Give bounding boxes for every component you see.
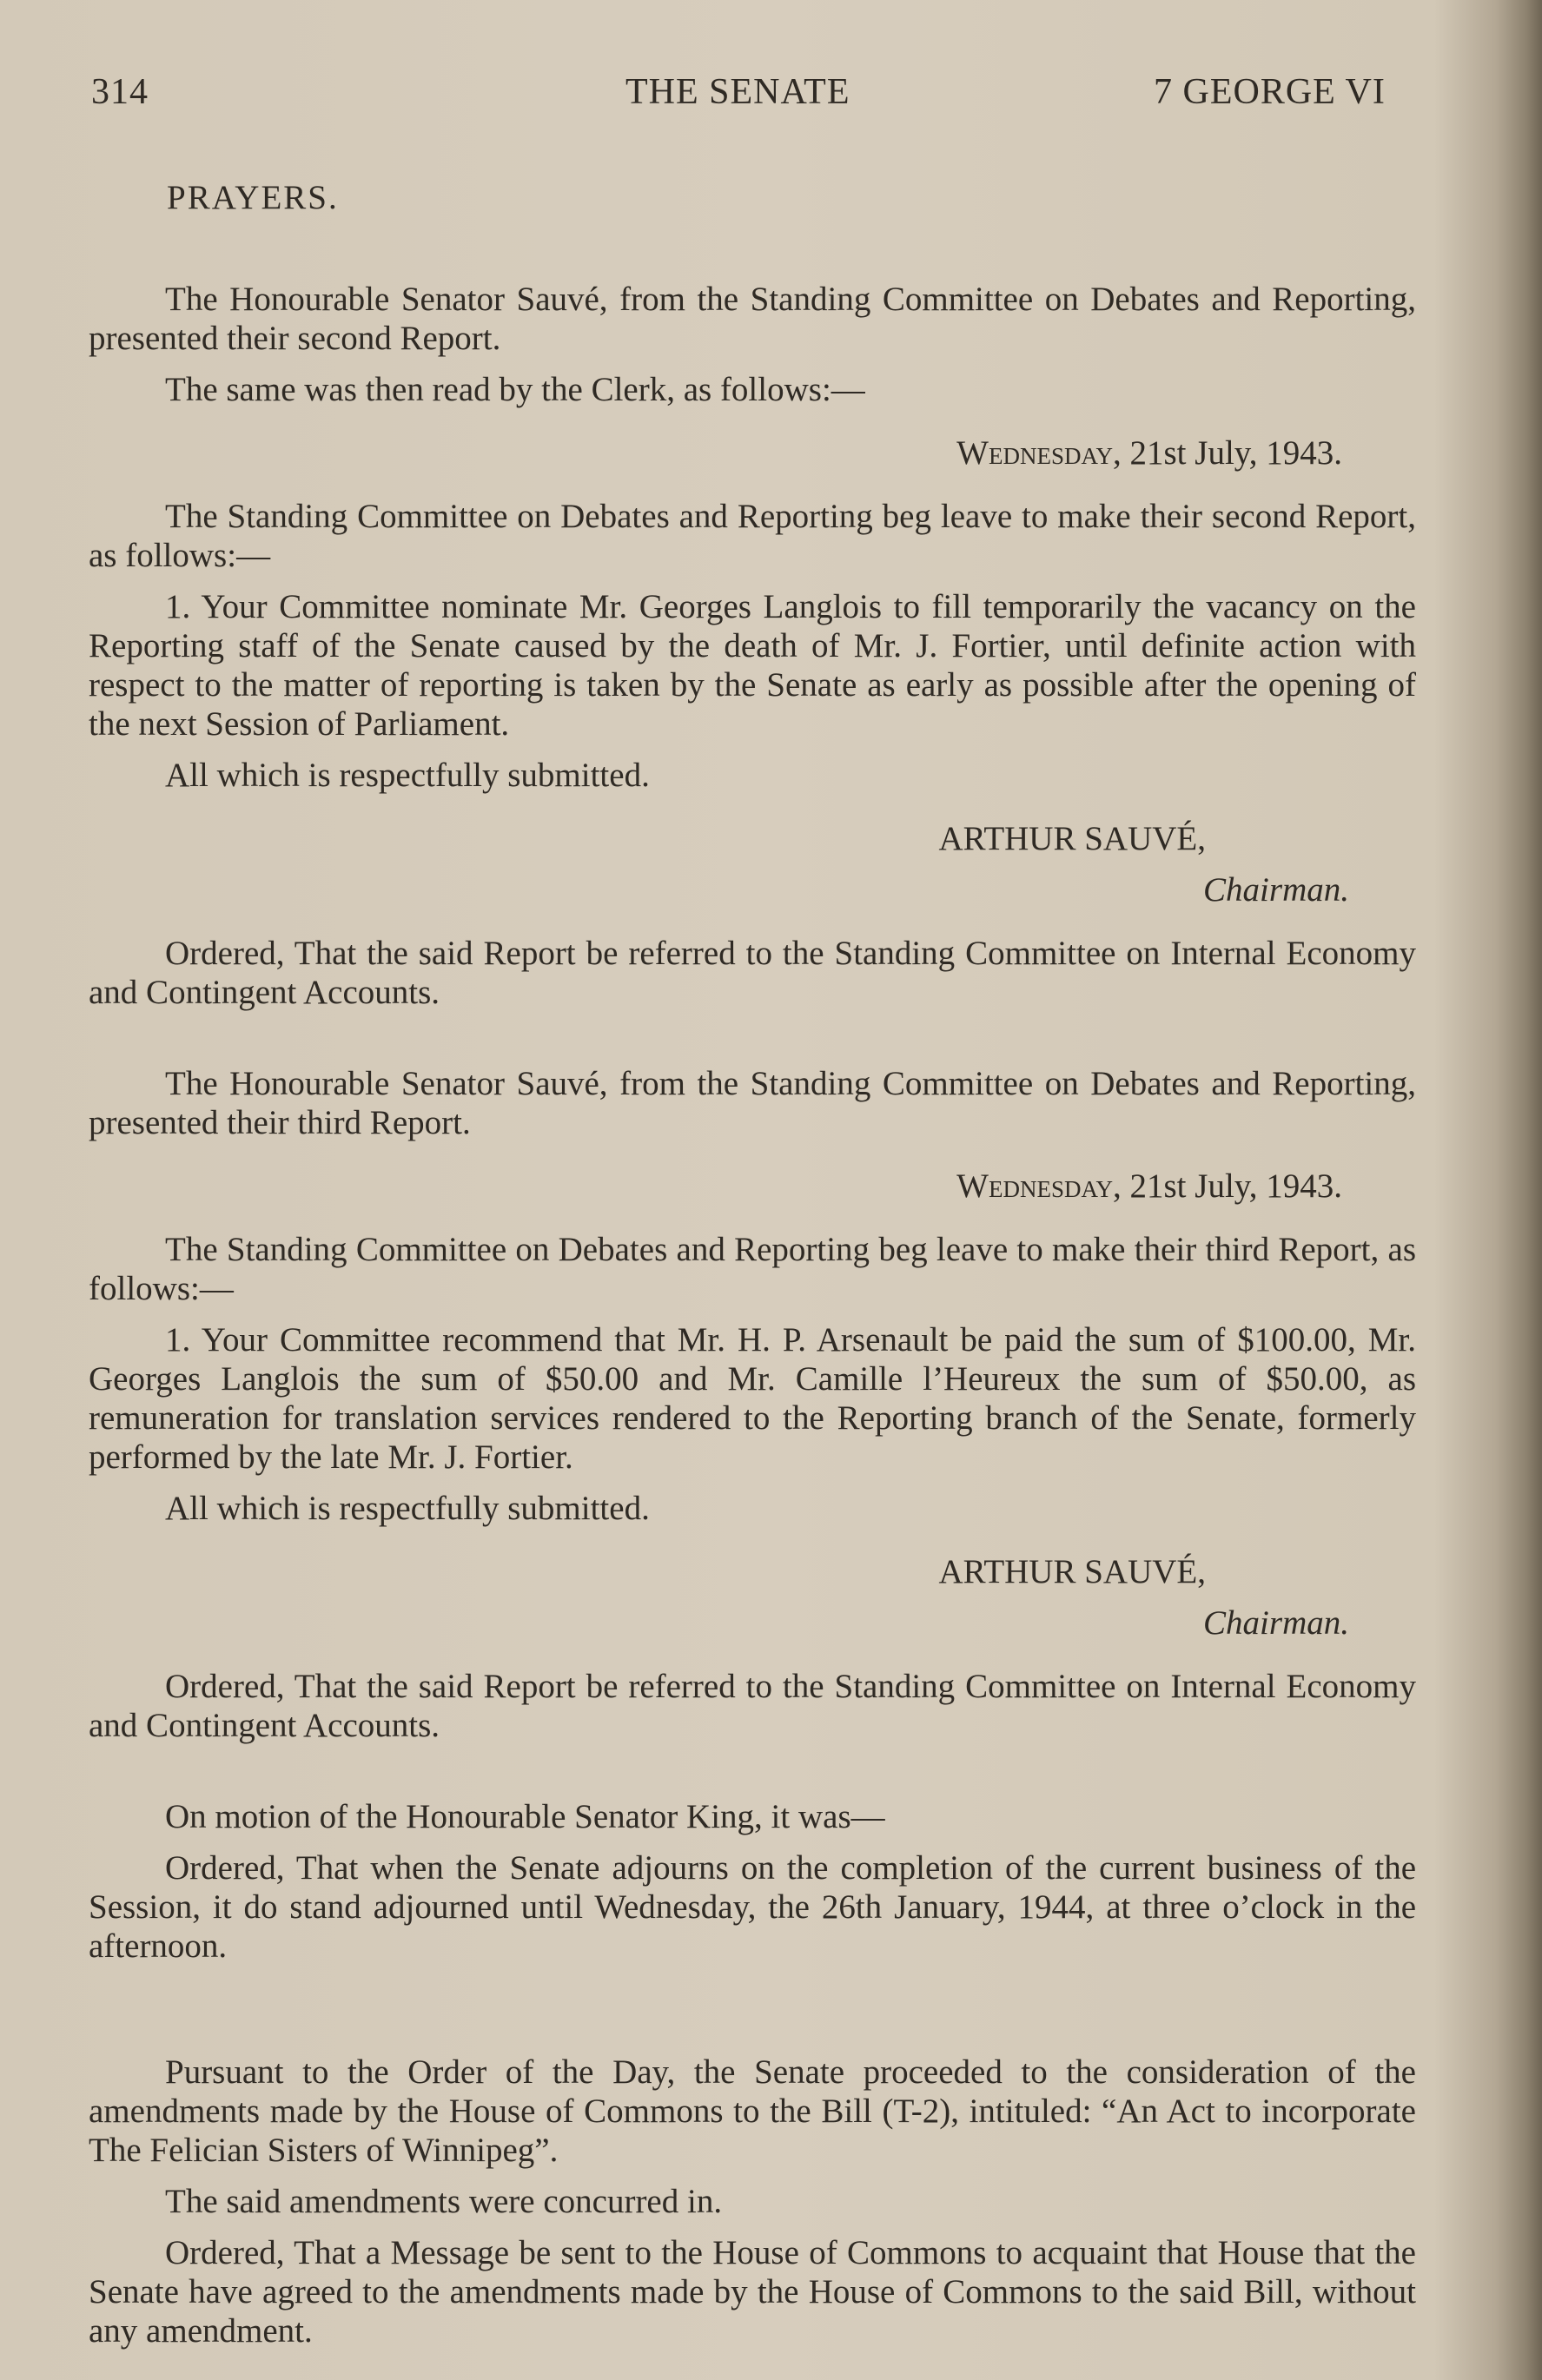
report3-opening: The Standing Committee on Debates and Reporting beg leave to make their third Report, as follows:— [89,1231,1416,1307]
regnal-year: 7 GEORGE VI [1154,72,1386,112]
prayers-heading: PRAYERS. [167,179,339,216]
report3-date [89,1167,1416,1206]
report2-item-1: 1. Your Committee nominate Mr. Georges Langlois to fill temporarily the vacancy on the Reporting staff of the Senate caused by the death of Mr. J. Fortier, until definite action with respect to the matter of reporting is taken by the Senate as early as possible after the opening of the next Session of Parliament. [89,588,1416,743]
running-title: THE SENATE [625,72,850,112]
report3-date-rest: 21st July, 1943. [1121,1167,1342,1205]
report2-intro: The Honourable Senator Sauvé, from the Standing Committee on Debates and Reporting, presented their second Report. [89,281,1416,357]
report2-signatory: ARTHUR SAUVÉ, [938,820,1206,857]
felician-concurred: The said amendments were concurred in. [165,2183,723,2220]
report2-ordered: Ordered, That the said Report be referred to the Standing Committee on Internal Economy and Contingent Accounts. [89,935,1416,1011]
adjournment-motion: On motion of the Honourable Senator King, it was— [165,1798,885,1835]
report3-intro: The Honourable Senator Sauvé, from the Standing Committee on Debates and Reporting, presented their third Report. [89,1065,1416,1141]
report3-signatory: ARTHUR SAUVÉ, [938,1553,1206,1590]
report3-submitted: All which is respectfully submitted. [165,1490,650,1527]
report3-role: Chairman. [1203,1604,1349,1642]
report2-date [89,433,1416,473]
report3-date-day: Wednesday, [956,1167,1122,1205]
report3-ordered: Ordered, That the said Report be referred to the Standing Committee on Internal Economy and Contingent Accounts. [89,1668,1416,1744]
report2-date-rest: 21st July, 1943. [1121,434,1342,472]
page-number: 314 [91,72,149,112]
running-header [0,71,1542,123]
report2-submitted: All which is respectfully submitted. [165,757,650,794]
adjournment-order: Ordered, That when the Senate adjourns on the completion of the current business of the Session, it do stand adjourned until Wednesday, the 26th January, 1944, at three o’clock in the afternoon. [89,1849,1416,1965]
report2-opening: The Standing Committee on Debates and Reporting beg leave to make their second Report, as follows:— [89,498,1416,574]
felician-message: Ordered, That a Message be sent to the House of Commons to acquaint that House that the Senate have agreed to the amendments made by the House of Commons to the said Bill, without any amendment. [89,2234,1416,2350]
report3-item-1: 1. Your Committee recommend that Mr. H. P. Arsenault be paid the sum of $100.00, Mr. Georges Langlois the sum of $50.00 and Mr. Camille l’Heureux the sum of $50.00, as remuneration for translation services rendered to the Reporting branch of the Senate, formerly performed by the late Mr. J. Fortier. [89,1321,1416,1476]
felician-pursuant: Pursuant to the Order of the Day, the Senate proceeded to the consideration of the amendments made by the House of Commons to the Bill (T-2), intituled: “An Act to incorporate The Felician Sisters of Winnipeg”. [89,2053,1416,2169]
report2-date-day: Wednesday, [956,434,1122,472]
report2-read: The same was then read by the Clerk, as follows:— [165,371,865,408]
page-body [89,178,1416,2350]
report2-role: Chairman. [1203,871,1349,909]
